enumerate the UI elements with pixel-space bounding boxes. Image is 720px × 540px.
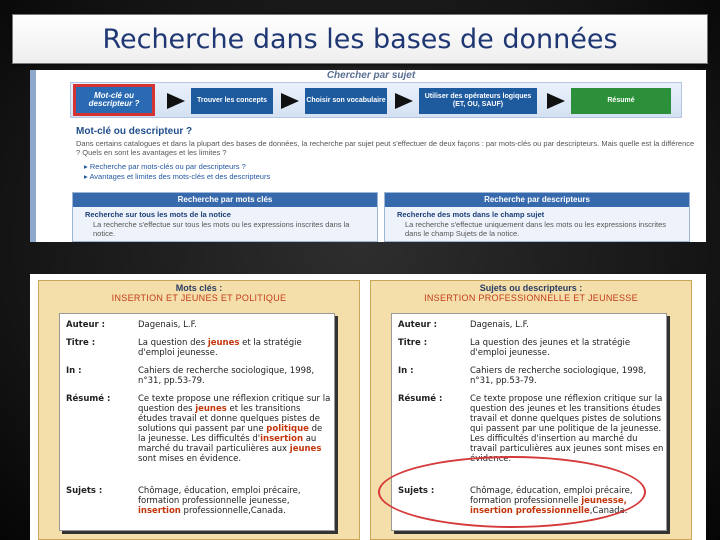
record-title-row — [66, 338, 334, 360]
title-key: Titre : — [398, 338, 428, 348]
subjects-text: Chômage, éducation, emploi précaire, formation professionnelle — [470, 486, 633, 506]
section-title: Chercher par sujet — [326, 70, 416, 81]
record-author-row — [66, 320, 334, 332]
step-summary[interactable]: Résumé — [571, 88, 671, 114]
record-summary-row — [66, 394, 334, 478]
keyword-search-header: Recherche par mots clés — [73, 193, 377, 207]
subjects-text-2: ,Canada. — [589, 506, 628, 516]
descriptor-label: Sujets ou descripteurs : — [479, 283, 583, 293]
record-subjects-row — [66, 486, 334, 526]
keyword-label: Mots clés : — [175, 283, 223, 293]
keyword-search-body: La recherche s'effectue sur tous les mots ou les expressions inscrites dans la notice. — [93, 220, 350, 238]
subjects-highlight-ellipse — [378, 456, 646, 528]
summary-value: Ce texte propose une réflexion critique sur la question des jeunes et les transitions études travail et donne quelques pistes de solutions qui passent par une politique de la jeunesse. Les difficultés d'insertion au marché du travail particulières aux jeunes sont mises en évidence. — [470, 394, 664, 464]
link-keyword-vs-descriptor[interactable]: ▸ Recherche par mots-clés ou par descripteurs ? — [84, 162, 270, 172]
subjects-text-2: professionnelle,Canada. — [180, 506, 286, 516]
results-comparison-screenshot — [30, 274, 706, 540]
step-logical-operators[interactable]: Utiliser des opérateurs logiques (ET, OU, SAUF) — [419, 88, 537, 114]
summary-text: Ce texte propose une réflexion critique sur la question des — [138, 394, 331, 414]
in-key: In : — [398, 366, 414, 376]
keyword-search-box — [72, 192, 378, 242]
subjects-key: Sujets : — [66, 486, 103, 496]
keyword-query: INSERTION ET JEUNES ET POLITIQUE — [111, 293, 287, 303]
record-author-row — [398, 320, 666, 332]
subjects-highlight: jeunesse, insertion professionnelle — [470, 496, 627, 516]
descriptor-search-box — [384, 192, 690, 242]
summary-highlight: insertion — [260, 434, 303, 444]
summary-highlight: jeunes — [289, 444, 322, 454]
subject-search-screenshot — [30, 70, 706, 242]
descriptor-query: INSERTION PROFESSIONNELLE ET JEUNESSE — [424, 293, 638, 303]
summary-text: et les transitions études travail et donne quelques pistes de solutions qui passent par une — [138, 404, 320, 434]
subjects-value — [138, 486, 332, 516]
author-key: Auteur : — [398, 320, 438, 330]
step-find-concepts[interactable]: Trouver les concepts — [191, 88, 273, 114]
arrow-icon — [547, 93, 565, 109]
slide-title-bar — [12, 14, 708, 64]
title-highlight: jeunes — [207, 338, 240, 348]
summary-highlight: politique — [266, 424, 309, 434]
title-text: La question des — [138, 338, 208, 348]
author-value: Dagenais, L.F. — [138, 320, 197, 330]
arrow-icon — [395, 93, 413, 109]
slide-title: Recherche dans les bases de données — [102, 24, 618, 55]
arrow-icon — [167, 93, 185, 109]
arrow-icon — [281, 93, 299, 109]
search-steps-bar — [70, 82, 682, 118]
in-value: Cahiers de recherche sociologique, 1998, n°31, pp.53-79. — [470, 366, 647, 386]
summary-value — [138, 394, 332, 464]
topic-links — [84, 162, 270, 182]
record-in-row — [398, 366, 666, 388]
title-value — [138, 338, 332, 358]
subjects-highlight: insertion — [138, 506, 181, 516]
keyword-record — [59, 313, 335, 531]
subjects-key: Sujets : — [398, 486, 435, 496]
keyword-search-subtitle: Recherche sur tous les mots de la notice — [85, 210, 231, 219]
summary-key: Résumé : — [398, 394, 443, 404]
summary-key: Résumé : — [66, 394, 111, 404]
author-key: Auteur : — [66, 320, 106, 330]
in-value: Cahiers de recherche sociologique, 1998, n°31, pp.53-79. — [138, 366, 315, 386]
summary-text: de la jeunesse. Les difficultés d' — [138, 424, 323, 444]
title-text-2: et la stratégie d'emploi jeunesse. — [138, 338, 302, 358]
summary-text: sont mises en évidence. — [138, 454, 242, 464]
intro-paragraph: Dans certains catalogues et dans la plupart des bases de données, la recherche par sujet peut s'effectuer de deux façons : par mots-clés ou par descripteurs. Mais quelle est la différence ? Quels en sont les avantages et les limites ? — [76, 139, 695, 157]
title-value: La question des jeunes et la stratégie d'emploi jeunesse. — [470, 338, 631, 358]
title-key: Titre : — [66, 338, 96, 348]
descriptor-search-body: La recherche s'effectue uniquement dans les mots ou les expressions inscrites dans le champ Sujets de la notice. — [405, 220, 667, 238]
step-keyword-or-descriptor[interactable]: Mot-clé ou descripteur ? — [73, 84, 155, 116]
descriptor-search-subtitle: Recherche des mots dans le champ sujet — [397, 210, 545, 219]
author-value: Dagenais, L.F. — [470, 320, 529, 330]
in-key: In : — [66, 366, 82, 376]
link-advantages-limits[interactable]: ▸ Avantages et limites des mots-clés et des descripteurs — [84, 172, 270, 182]
subjects-text: Chômage, éducation, emploi précaire, formation professionnelle jeunesse, — [138, 486, 301, 506]
record-title-row — [398, 338, 666, 360]
descriptor-search-header: Recherche par descripteurs — [385, 193, 689, 207]
step-choose-vocabulary[interactable]: Choisir son vocabulaire — [305, 88, 387, 114]
summary-text: au marché du travail particulières aux — [138, 434, 317, 454]
keyword-descriptor-heading: Mot-clé ou descripteur ? — [76, 126, 193, 137]
summary-highlight: jeunes — [195, 404, 227, 414]
keyword-results-panel — [38, 280, 360, 540]
record-in-row — [66, 366, 334, 388]
